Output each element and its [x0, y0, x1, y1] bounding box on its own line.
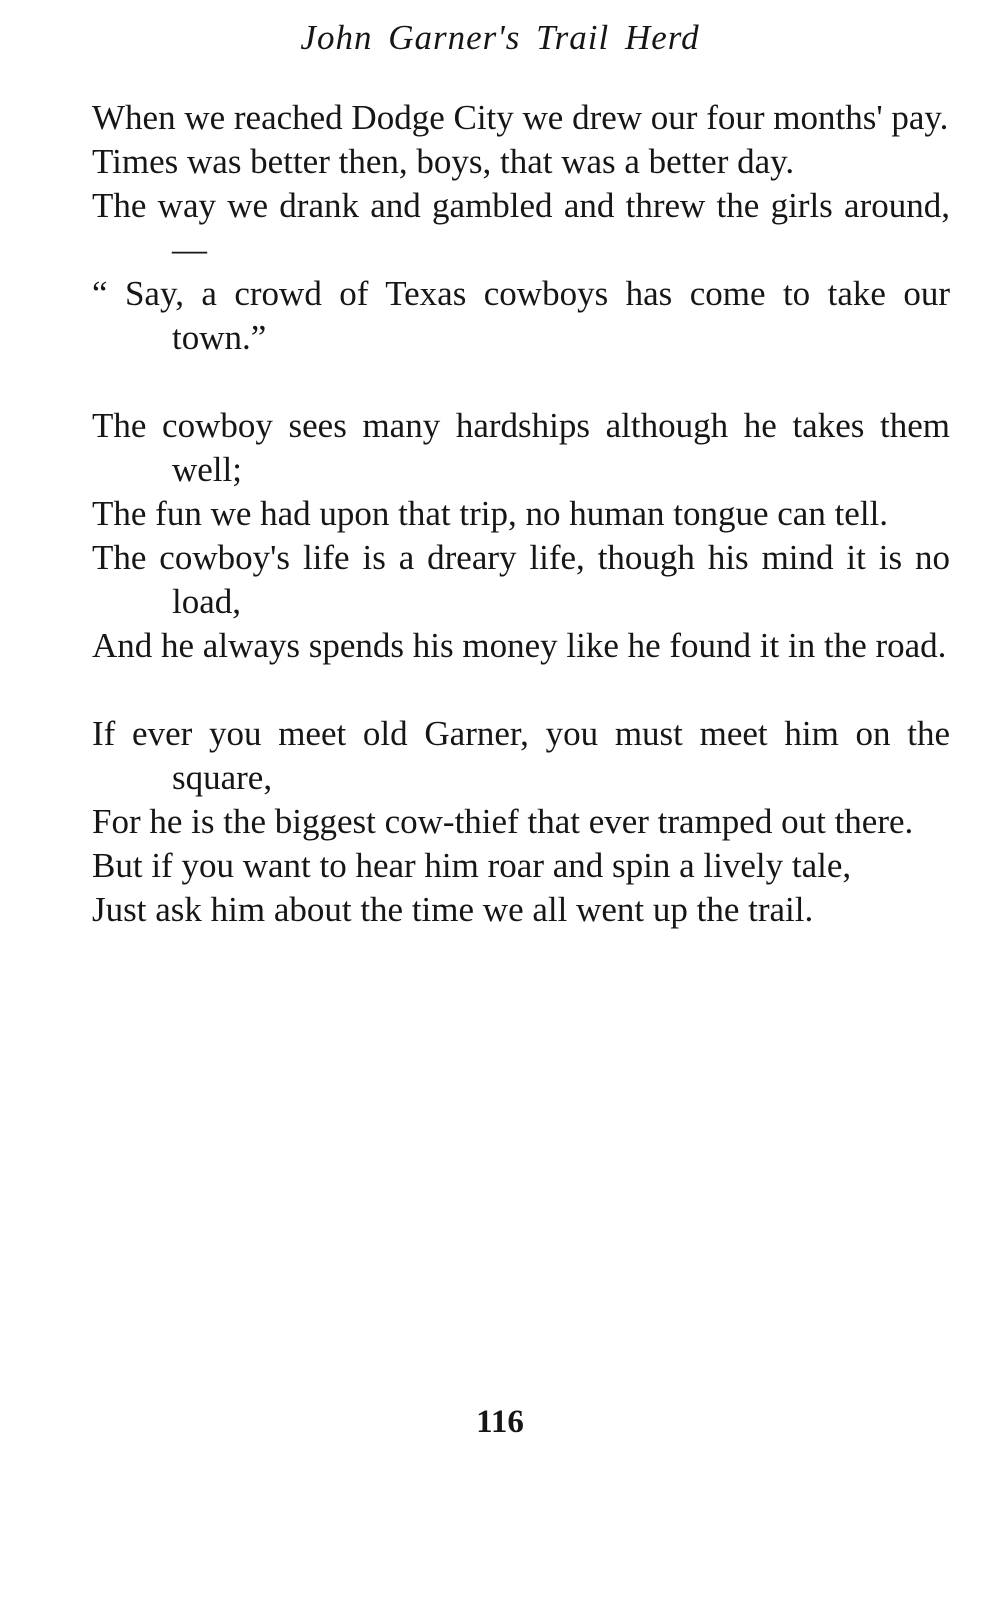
- verse-line: The cowboy sees many hardships although he takes them well;: [92, 406, 950, 489]
- page-number: 116: [476, 1404, 524, 1440]
- verse-line: And he always spends his money like he found it in the road.: [92, 626, 947, 665]
- verse-line: If ever you meet old Garner, you must meet him on the square,: [92, 714, 950, 797]
- running-head: John Garner's Trail Herd: [300, 18, 700, 57]
- poem: [92, 96, 950, 976]
- stanza-3: [92, 712, 950, 932]
- verse-line: The cowboy's life is a dreary life, though his mind it is no load,: [92, 538, 950, 621]
- verse-line: “ Say, a crowd of Texas cowboys has come to take our town.”: [92, 274, 950, 357]
- verse-line: Just ask him about the time we all went up the trail.: [92, 890, 814, 929]
- verse-line: But if you want to hear him roar and spin a lively tale,: [92, 846, 852, 885]
- verse-line: The way we drank and gambled and threw the girls around,—: [92, 186, 950, 269]
- verse-line: For he is the biggest cow-thief that ever tramped out there.: [92, 802, 914, 841]
- verse-line: The fun we had upon that trip, no human tongue can tell.: [92, 494, 889, 533]
- stanza-2: [92, 404, 950, 668]
- stanza-1: [92, 96, 950, 360]
- verse-line: When we reached Dodge City we drew our four months' pay.: [92, 98, 949, 137]
- verse-line: Times was better then, boys, that was a better day.: [92, 142, 795, 181]
